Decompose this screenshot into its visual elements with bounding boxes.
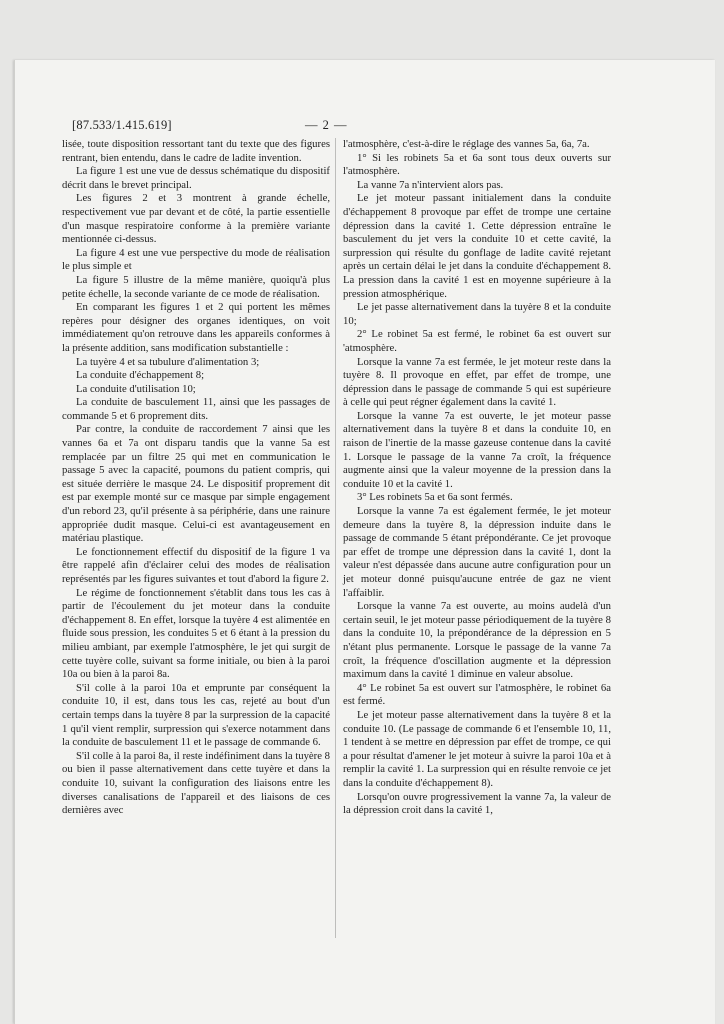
- left-column: [62, 138, 330, 818]
- paragraph: La conduite d'échappement 8;: [76, 369, 205, 382]
- paragraph: La figure 1 est une vue de dessus schématique du dispositif décrit dans le brevet principal.: [62, 165, 330, 191]
- paragraph: Le régime de fonctionnement s'établit dans tous les cas à partir de l'écoulement du jet moteur dans la conduite d'échappement 8. En effet, lorsque la tuyère 4 est alimentée en fluide sous pression, les conduites 5 et 6 étant à la pression du milieu ambiant, par exemple l'atmosphère, le jet qui surgit de cette tuyère colle, suivant sa forme initiale, ou bien à la paroi 10a ou bien à la paroi 8a.: [62, 586, 330, 681]
- paragraph: 2° Le robinet 5a est fermé, le robinet 6a est ouvert sur 'atmosphère.: [343, 328, 611, 354]
- paragraph: Lorsqu'on ouvre progressivement la vanne 7a, la valeur de la dépression croit dans la cavité 1,: [343, 790, 611, 817]
- paragraph: La conduite d'utilisation 10;: [76, 382, 196, 395]
- page-header: [70, 118, 670, 138]
- paragraph: En comparant les figures 1 et 2 qui portent les mêmes repères pour désigner des organes identiques, on voit immédiatement qu'on retrouve dans les appareils conformes à la présente addition, sans modification substantielle :: [62, 301, 330, 354]
- paragraph: Par contre, la conduite de raccordement 7 ainsi que les vannes 6a et 7a ont disparu tandis que la vanne 5a est remplacée par un filtre 25 qui met en communication le passage 5 avec la capacité, poumons du patient compris, qui est située derrière le masque 24. Le dispositif proprement dit est par exemple monté sur ce masque par simple engagement d'un rebord 23, qu'il présente à sa périphérie, dans une rainure appropriée dudit masque. Celui-ci est avantageusement en matériau plastique.: [62, 423, 330, 545]
- paragraph: Lorsque la vanne 7a est également fermée, le jet moteur demeure dans la tuyère 8, la dépression induite dans le passage de commande 5 étant prépondérante. Ce jet provoque par effet de trompe une dépression dans la cavité 1, dont la valeur n'est dépassée dans aucune autre configuration pour un jet moteur donné puisqu'aucune entrée de gaz ne vient l'affaiblir.: [343, 505, 611, 599]
- paragraph: La vanne 7a n'intervient alors pas.: [357, 178, 504, 191]
- paragraph: lisée, toute disposition ressortant tant du texte que des figures rentrant, bien entendu, dans le cadre de ladite invention.: [62, 138, 330, 164]
- paragraph: La figure 5 illustre de la même manière, quoiqu'à plus petite échelle, la seconde variante de ce mode de réalisation.: [62, 273, 330, 300]
- paragraph: 1° Si les robinets 5a et 6a sont tous deux ouverts sur l'atmosphère.: [343, 151, 611, 178]
- right-column: [343, 138, 611, 818]
- paragraph: S'il colle à la paroi 8a, il reste indéfiniment dans la tuyère 8 ou bien il passe alternativement dans cette tuyère et dans la conduite 10, suivant la configuration des liaisons entre les diverses canalisations de l'appareil et des liaisons de ces dernières avec: [62, 749, 330, 817]
- paragraph: La figure 4 est une vue perspective du mode de réalisation le plus simple et: [62, 246, 330, 273]
- paragraph: Lorsque la vanne 7a est fermée, le jet moteur reste dans la tuyère 8. Il provoque en effet, par effet de trompe, une dépression dans le passage de commande 5 qui est supérieure à celle qui peut régner également dans la cavité 1.: [343, 355, 611, 409]
- paragraph: Les figures 2 et 3 montrent à grande échelle, respectivement vue par devant et de côté, la partie essentielle d'un masque respiratoire conforme à la première variante mentionnée ci-dessus.: [62, 192, 330, 246]
- paragraph: Le jet moteur passant initialement dans la conduite d'échappement 8 provoque par effet de trompe une certaine dépression dans la cavité 1. Cette dépression entraîne le basculement du jet vers la conduite 10 et cette cavité, la surpression qui résulte du gonflage de ladite cavité rejetant après un certain délai le jet dans la conduite d'échappement 8. La pression dans la cavité 1 est en moyenne supérieure à la pression atmosphérique.: [343, 192, 611, 300]
- paragraph: Lorsque la vanne 7a est ouverte, au moins audelà d'un certain seuil, le jet moteur passe périodiquement de la tuyère 8 dans la conduite 10, la prépondérance de la dépression en 5 n'étant plus permanente. Lorsque le passage de la vanne 7a croît, la fréquence d'oscillation augmente et la dépression maximum dans la cavité 1 diminue en valeur absolue.: [343, 600, 611, 681]
- paragraph: La conduite de basculement 11, ainsi que les passages de commande 5 et 6 proprement dits.: [62, 396, 330, 422]
- paragraph: La tuyère 4 et sa tubulure d'alimentation 3;: [76, 355, 260, 368]
- paragraph: S'il colle à la paroi 10a et emprunte par conséquent la conduite 10, il est, dans tous les cas, rejeté au bout d'un certain temps dans la tuyère 8 par la surpression de la capacité 1 qu'il vient remplir, surpression qui s'exerce notamment dans la conduite de basculement 11 et le passage de commande 6.: [62, 681, 330, 749]
- paragraph: Le jet passe alternativement dans la tuyère 8 et la conduite 10;: [343, 301, 611, 327]
- column-divider: [335, 138, 336, 938]
- paragraph: l'atmosphère, c'est-à-dire le réglage des vannes 5a, 6a, 7a.: [343, 138, 590, 150]
- paragraph: Le fonctionnement effectif du dispositif de la figure 1 va être rappelé afin d'éclairer celui des modes de réalisation représentés par les figures suivantes et tout d'abord la figure 2.: [62, 545, 330, 585]
- paragraph: 4° Le robinet 5a est ouvert sur l'atmosphère, le robinet 6a est fermé.: [343, 681, 611, 708]
- paragraph: Le jet moteur passe alternativement dans la tuyère 8 et la conduite 10. (Le passage de commande 6 et l'ensemble 10, 11, 1 tendent à se mettre en dépression par effet de trompe, ce qui a pour résultat d'amener le jet moteur à suivre la paroi 10a et à remplir la cavité 1. La surpression qui en résulte renvoie ce jet dans la conduite d'échappement 8).: [343, 708, 611, 789]
- paragraph: 3° Les robinets 5a et 6a sont fermés.: [357, 491, 513, 504]
- page-number: — 2 —: [305, 118, 348, 132]
- paragraph: Lorsque la vanne 7a est ouverte, le jet moteur passe alternativement dans la tuyère 8 et dans la conduite 10, en raison de l'inertie de la masse gazeuse contenue dans la cavité 1. Lorsque le passage de la vanne 7a croît, la fréquence augmente ainsi que la valeur moyenne de la pression dans la conduite 10 et la cavité 1.: [343, 409, 611, 490]
- patent-reference: [87.533/1.415.619]: [72, 118, 172, 132]
